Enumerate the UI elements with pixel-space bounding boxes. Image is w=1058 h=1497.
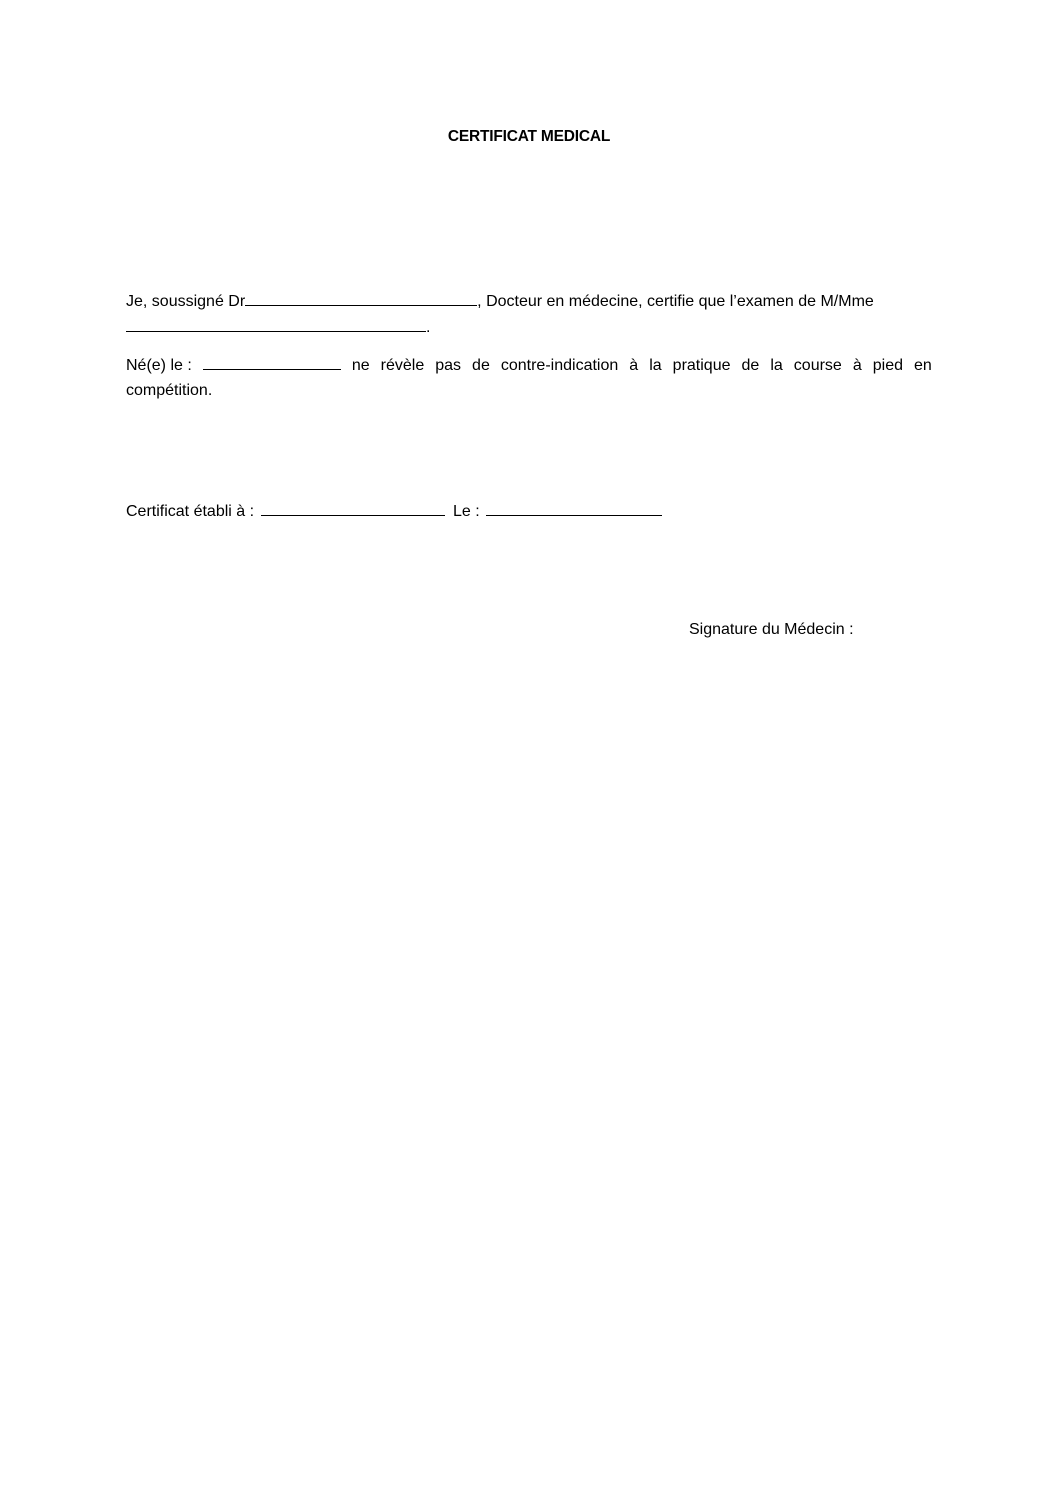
word: à: [852, 357, 862, 374]
word: la: [649, 357, 662, 374]
document-title: CERTIFICAT MEDICAL: [447, 128, 611, 145]
word: pratique: [672, 357, 731, 374]
place-label: Certificat établi à :: [126, 503, 255, 520]
certificate-place-date-line: [126, 500, 662, 522]
date-blank[interactable]: [486, 500, 662, 516]
doctor-name-blank[interactable]: [245, 290, 477, 306]
patient-name-suffix: .: [426, 319, 431, 336]
word: pas: [435, 357, 462, 374]
word: ne: [351, 357, 370, 374]
doctor-prefix: Je, soussigné Dr: [126, 293, 246, 310]
competition-line: compétition.: [126, 382, 213, 399]
doctor-suffix: , Docteur en médecine, certifie que l’examen de M/Mme: [477, 293, 874, 310]
date-label: Le :: [452, 503, 480, 520]
word: à: [629, 357, 639, 374]
patient-name-line: [126, 316, 430, 338]
patient-name-blank[interactable]: [126, 316, 426, 332]
birthdate-blank[interactable]: [203, 354, 341, 370]
word: la: [770, 357, 783, 374]
place-blank[interactable]: [261, 500, 445, 516]
doctor-statement-line: [126, 290, 874, 312]
word: pied: [872, 357, 904, 374]
birthdate-label: Né(e) le :: [126, 357, 192, 374]
signature-label: Signature du Médecin :: [689, 621, 854, 638]
word: de: [741, 357, 760, 374]
word: course: [793, 357, 842, 374]
word: en: [914, 357, 932, 374]
word: révèle: [380, 357, 425, 374]
word: contre-indication: [500, 357, 619, 374]
word: de: [472, 357, 490, 374]
birthdate-line: [126, 354, 932, 376]
